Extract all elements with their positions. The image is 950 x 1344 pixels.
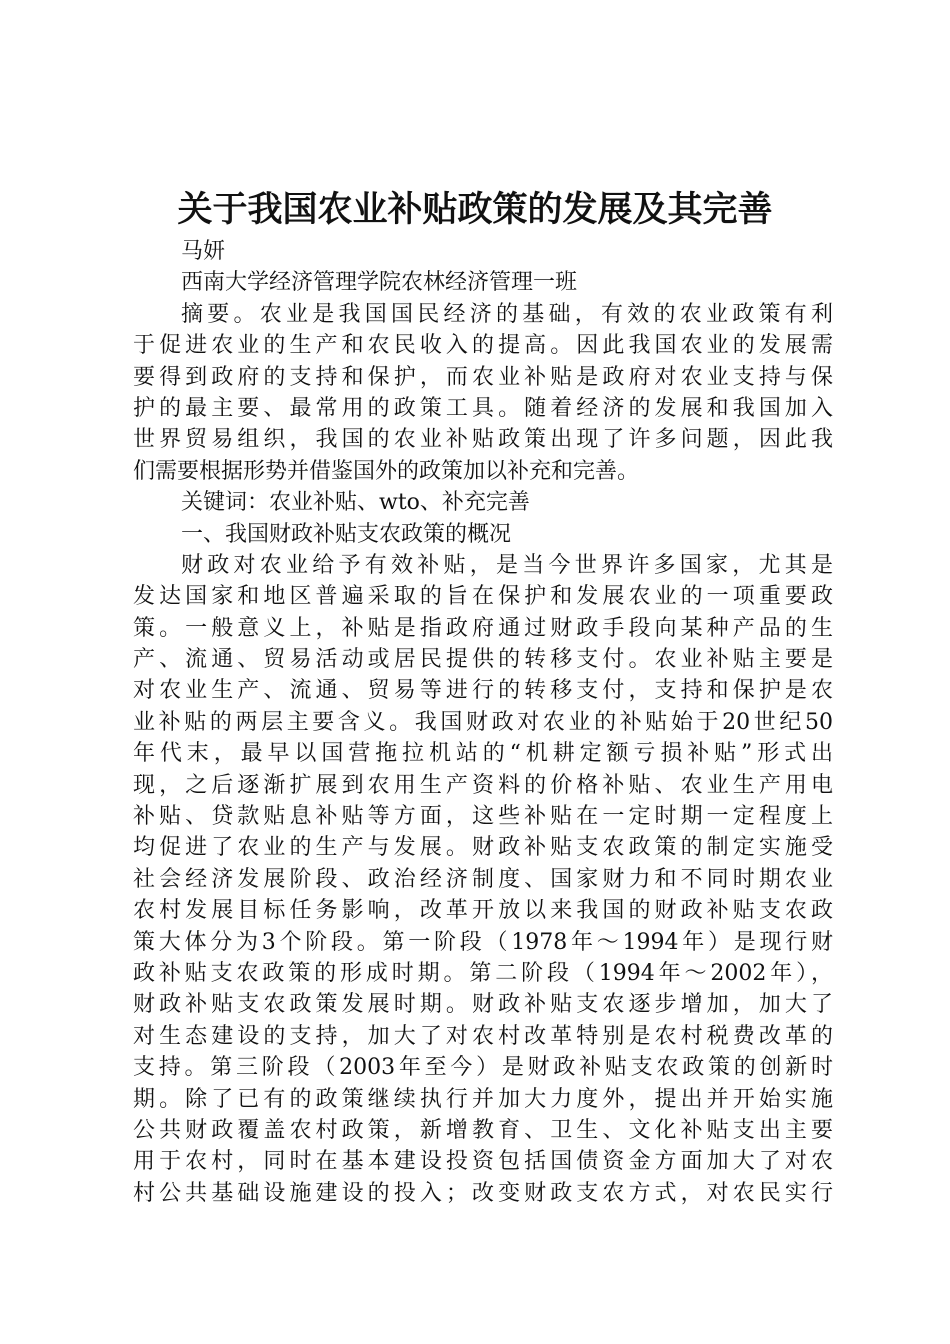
abstract-line: 们需要根据形势并借鉴国外的政策加以补充和完善。	[133, 458, 640, 484]
abstract-line: 世界贸易组织，我国的农业补贴政策出现了许多问题，因此我	[133, 427, 833, 453]
paragraph-line: 公共财政覆盖农村政策，新增教育、卫生、文化补贴支出主要	[133, 1117, 833, 1143]
paragraph-line: 现，之后逐渐扩展到农用生产资料的价格补贴、农业生产用电	[133, 772, 833, 798]
paragraph-line: 政补贴支农政策的形成时期。第二阶段（1994年～2002年），	[133, 960, 833, 986]
paragraph-line: 期。除了已有的政策继续执行并加大力度外，提出并开始实施	[133, 1086, 833, 1112]
abstract-line: 护的最主要、最常用的政策工具。随着经济的发展和我国加入	[133, 395, 833, 421]
paragraph-line: 对农业生产、流通、贸易等进行的转移支付，支持和保护是农	[133, 678, 833, 704]
paragraph-line: 产、流通、贸易活动或居民提供的转移支付。农业补贴主要是	[133, 647, 833, 673]
paragraph-line: 均促进了农业的生产与发展。财政补贴支农政策的制定实施受	[133, 835, 833, 861]
document-title: 关于我国农业补贴政策的发展及其完善	[177, 189, 773, 230]
paragraph-line: 社会经济发展阶段、政治经济制度、国家财力和不同时期农业	[133, 866, 833, 892]
paragraph-line: 策大体分为3个阶段。第一阶段（1978年～1994年）是现行财	[133, 929, 833, 955]
abstract-line: 于促进农业的生产和农民收入的提高。因此我国农业的发展需	[133, 333, 833, 359]
section-heading: 一、我国财政补贴支农政策的概况	[181, 521, 512, 547]
paragraph-line: 年代末，最早以国营拖拉机站的“机耕定额亏损补贴”形式出	[133, 741, 833, 767]
paragraph-line: 用于农村，同时在基本建设投资包括国债资金方面加大了对农	[133, 1149, 833, 1175]
document-body	[133, 236, 833, 1209]
abstract-paragraph	[133, 299, 833, 487]
paragraph-line: 村公共基础设施建设的投入；改变财政支农方式，对农民实行	[133, 1180, 833, 1206]
body-paragraph	[133, 550, 833, 1209]
paragraph-line: 发达国家和地区普遍采取的旨在保护和发展农业的一项重要政	[133, 584, 833, 610]
paragraph-line: 对生态建设的支持，加大了对农村改革特别是农村税费改革的	[133, 1023, 833, 1049]
paragraph-line: 业补贴的两层主要含义。我国财政对农业的补贴始于20世纪50	[133, 709, 833, 735]
paragraph-line: 农村发展目标任务影响，改革开放以来我国的财政补贴支农政	[133, 898, 833, 924]
paragraph-line: 支持。第三阶段（2003年至今）是财政补贴支农政策的创新时	[133, 1055, 833, 1081]
abstract-line: 要得到政府的支持和保护，而农业补贴是政府对农业支持与保	[133, 364, 833, 390]
paragraph-line: 财政对农业给予有效补贴，是当今世界许多国家，尤其是	[181, 552, 833, 578]
author-name: 马妍	[181, 239, 226, 264]
abstract-line: 摘要。农业是我国国民经济的基础，有效的农业政策有利	[181, 301, 833, 327]
paragraph-line: 策。一般意义上，补贴是指政府通过财政手段向某种产品的生	[133, 615, 833, 641]
paragraph-line: 财政补贴支农政策发展时期。财政补贴支农逐步增加，加大了	[133, 992, 833, 1018]
keywords-line: 关键词：农业补贴、wto、补充完善	[181, 490, 530, 516]
author-affiliation: 西南大学经济管理学院农林经济管理一班	[181, 270, 578, 296]
paragraph-line: 补贴、贷款贴息补贴等方面，这些补贴在一定时期一定程度上	[133, 804, 833, 830]
